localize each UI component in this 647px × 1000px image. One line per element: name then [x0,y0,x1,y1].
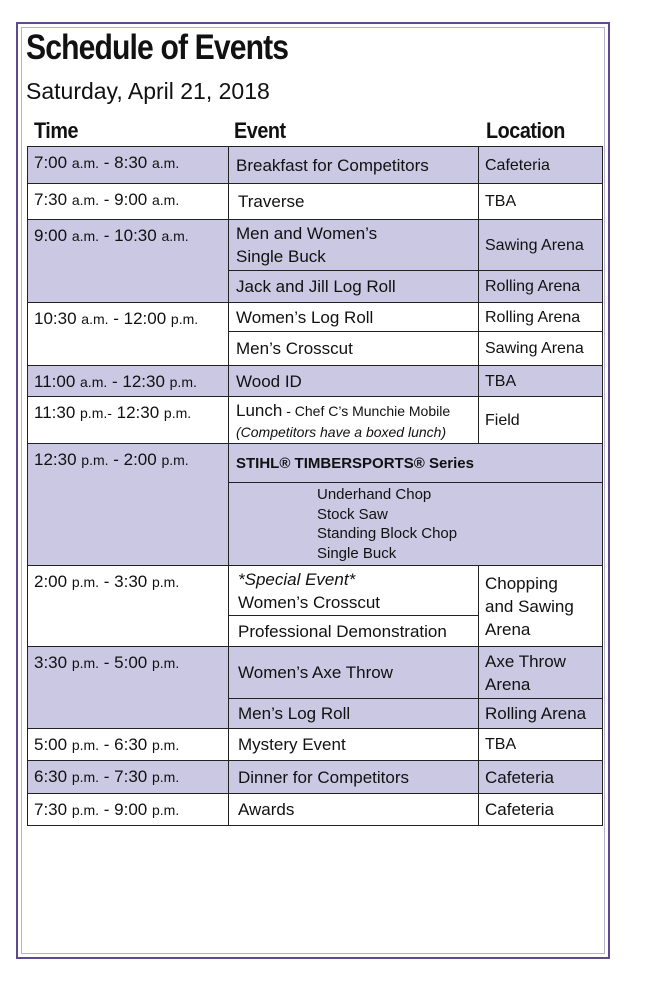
event-cell: Lunch - Chef C’s Munchie Mobile (Competitors have a boxed lunch) [228,396,479,444]
location-cell: Axe Throw Arena [478,646,603,699]
event-cell: Women’s Log Roll [228,302,479,332]
location-cell: Cafeteria [478,793,603,826]
location-cell: Cafeteria [478,146,603,184]
event-cell: Men’s Crosscut [228,331,479,366]
event-cell: Dinner for Competitors [228,760,479,794]
list-item: Standing Block Chop [317,525,458,542]
location-cell: Sawing Arena [478,331,603,366]
event-cell: Breakfast for Competitors [228,146,479,184]
header-time: Time [34,118,79,143]
location-cell: Sawing Arena [478,219,603,271]
time-cell: 11:00 a.m. - 12:30 p.m. [27,365,229,397]
time-cell: 5:00 p.m. - 6:30 p.m. [27,728,229,761]
location-cell: Rolling Arena [478,698,603,729]
time-cell: 7:30 a.m. - 9:00 a.m. [27,183,229,220]
event-cell: Professional Demonstration [228,615,479,647]
location-cell: Chopping and Sawing Arena [478,565,603,647]
event-sublist [228,482,603,566]
time-cell: 11:30 p.m.- 12:30 p.m. [27,396,229,444]
location-cell: Rolling Arena [478,302,603,332]
list-item: Stock Saw [317,505,388,523]
time-cell: 7:00 a.m. - 8:30 a.m. [27,146,229,184]
location-cell: Rolling Arena [478,270,603,303]
time-cell: 10:30 a.m. - 12:00 p.m. [27,302,229,366]
location-cell: TBA [478,365,603,397]
event-date: Saturday, April 21, 2018 [26,78,270,104]
event-cell: Awards [228,793,479,826]
event-cell: Women’s Axe Throw [228,646,479,699]
list-item: Single Buck [317,544,397,562]
event-cell: Jack and Jill Log Roll [228,270,479,303]
time-cell: 6:30 p.m. - 7:30 p.m. [27,760,229,794]
event-cell: Men and Women’s Single Buck [228,219,479,271]
time-cell: 9:00 a.m. - 10:30 a.m. [27,219,229,303]
location-cell: TBA [478,728,603,761]
time-cell: 12:30 p.m. - 2:00 p.m. [27,443,229,566]
event-cell: STIHL® TIMBERSPORTS® Series [228,443,603,483]
location-cell: Field [478,396,603,444]
time-cell: 3:30 p.m. - 5:00 p.m. [27,646,229,729]
event-cell: Mystery Event [228,728,479,761]
location-cell: TBA [478,183,603,220]
page-title: Schedule of Events [26,28,289,67]
time-cell: 2:00 p.m. - 3:30 p.m. [27,565,229,647]
list-item: Underhand Chop [317,486,432,503]
event-cell: Wood ID [228,365,479,397]
location-cell: Cafeteria [478,760,603,794]
time-cell: 7:30 p.m. - 9:00 p.m. [27,793,229,826]
header-location: Location [486,118,565,143]
event-cell: *Special Event* Women’s Crosscut [228,565,479,616]
header-event: Event [234,118,286,143]
event-cell: Traverse [228,183,479,220]
event-cell: Men’s Log Roll [228,698,479,729]
